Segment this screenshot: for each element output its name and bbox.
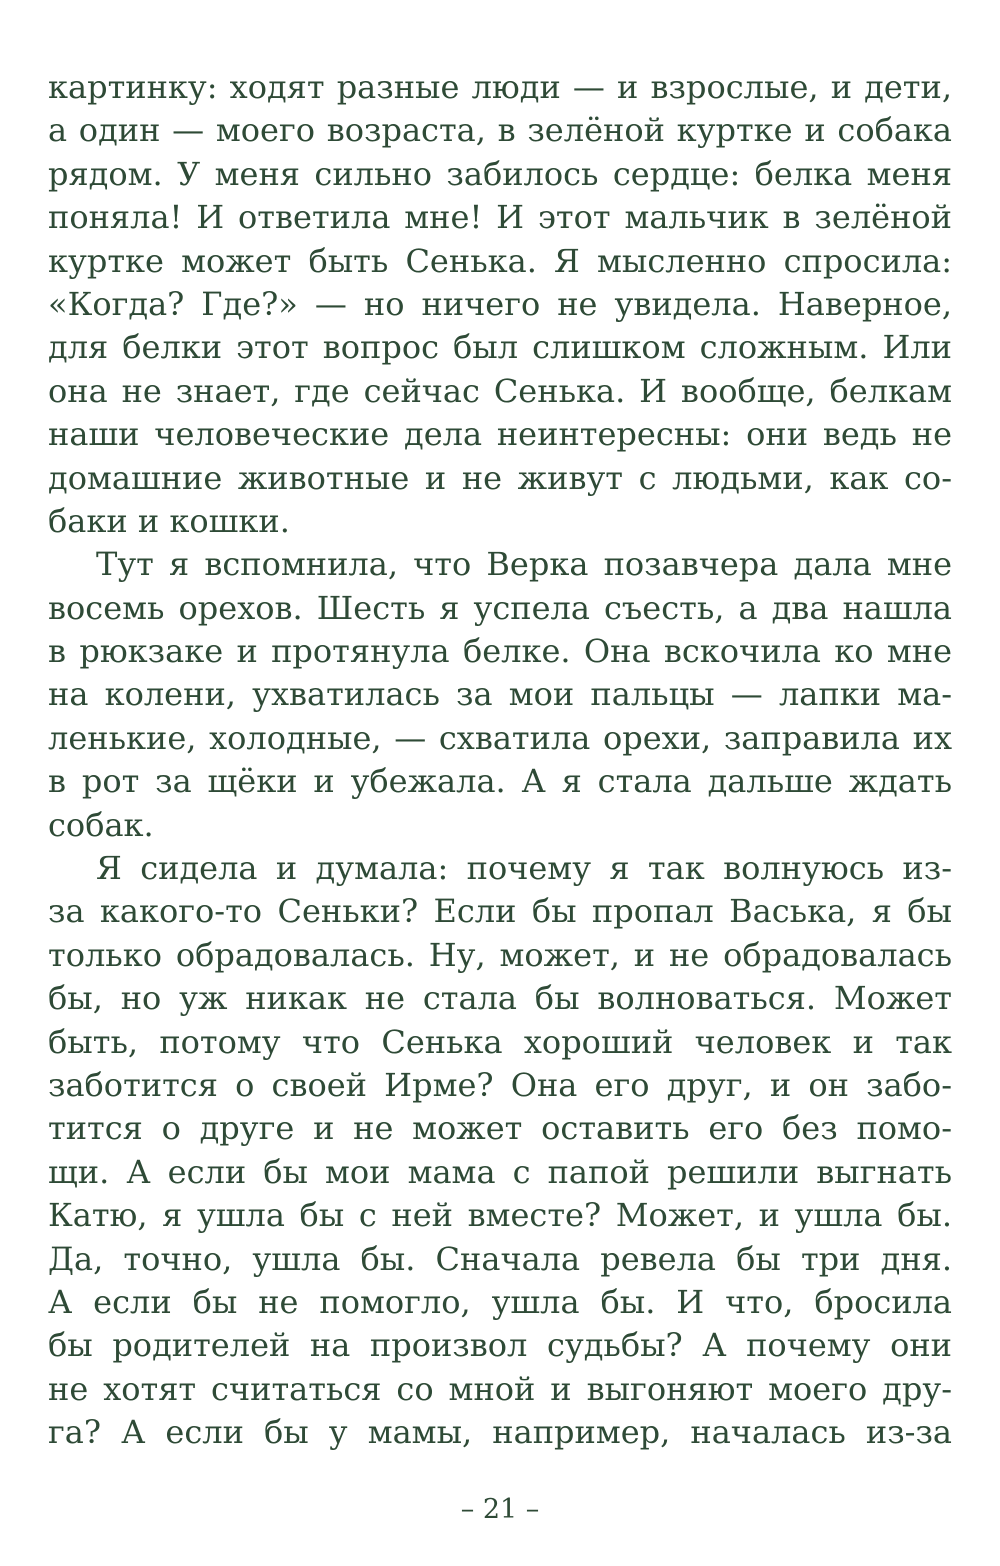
text-line: наши человеческие дела неинтересны: они ведь не bbox=[48, 415, 952, 454]
text-line: щи. А если бы мои мама с папой решили выгнать bbox=[48, 1152, 952, 1191]
text-line: в рот за щёки и убежала. А я стала дальше ждать bbox=[48, 762, 952, 801]
text-line: рядом. У меня сильно забилось сердце: белка меня bbox=[48, 154, 952, 193]
text-line: восемь орехов. Шесть я успела съесть, а два нашла bbox=[48, 588, 952, 627]
text-line: не хотят считаться со мной и выгоняют моего дру- bbox=[48, 1369, 952, 1408]
text-line: в рюкзаке и протянула белке. Она вскочила ко мне bbox=[48, 632, 952, 671]
text-line: а один — моего возраста, в зелёной куртке и собака bbox=[48, 111, 952, 150]
paragraph-first-line: Я сидела и думала: почему я так волнуюсь из- bbox=[96, 849, 952, 888]
text-line: ленькие, холодные, — схватила орехи, заправила их bbox=[48, 718, 952, 757]
text-line: А если бы не помогло, ушла бы. И что, бросила bbox=[48, 1282, 952, 1321]
text-line: на колени, ухватилась за мои пальцы — лапки ма- bbox=[48, 675, 952, 714]
text-line: домашние животные и не живут с людьми, как со- bbox=[48, 458, 952, 497]
text-line: баки и кошки. bbox=[48, 501, 290, 540]
body-text bbox=[48, 66, 952, 1455]
text-line: быть, потому что Сенька хороший человек и так bbox=[48, 1022, 952, 1061]
text-line: бы, но уж никак не стала бы волноваться. Может bbox=[48, 979, 952, 1018]
page-number: – 21 – bbox=[460, 1494, 540, 1525]
text-line: тится о друге и не может оставить его без помо- bbox=[48, 1109, 952, 1148]
text-line: она не знает, где сейчас Сенька. И вообще, белкам bbox=[48, 371, 952, 410]
paragraph-first-line: Тут я вспомнила, что Верка позавчера дала мне bbox=[96, 545, 952, 584]
text-line: поняла! И ответила мне! И этот мальчик в зелёной bbox=[48, 198, 952, 237]
text-line: Да, точно, ушла бы. Сначала ревела бы три дня. bbox=[48, 1239, 952, 1278]
text-line: для белки этот вопрос был слишком сложным. Или bbox=[48, 328, 952, 367]
text-line: заботится о своей Ирме? Она его друг, и он забо- bbox=[48, 1065, 952, 1104]
text-line: за какого-то Сеньки? Если бы пропал Васька, я бы bbox=[48, 892, 952, 931]
text-line: га? А если бы у мамы, например, началась из-за bbox=[48, 1413, 952, 1452]
text-line: собак. bbox=[48, 805, 154, 844]
text-line: бы родителей на произвол судьбы? А почему они bbox=[48, 1326, 952, 1365]
text-line: куртке может быть Сенька. Я мысленно спросила: bbox=[48, 241, 952, 280]
text-line: Катю, я ушла бы с ней вместе? Может, и ушла бы. bbox=[48, 1196, 952, 1235]
text-line: «Когда? Где?» — но ничего не увидела. Наверное, bbox=[48, 284, 952, 323]
text-line: только обрадовалась. Ну, может, и не обрадовалась bbox=[48, 935, 952, 974]
text-line: картинку: ходят разные люди — и взрослые, и дети, bbox=[48, 68, 952, 106]
